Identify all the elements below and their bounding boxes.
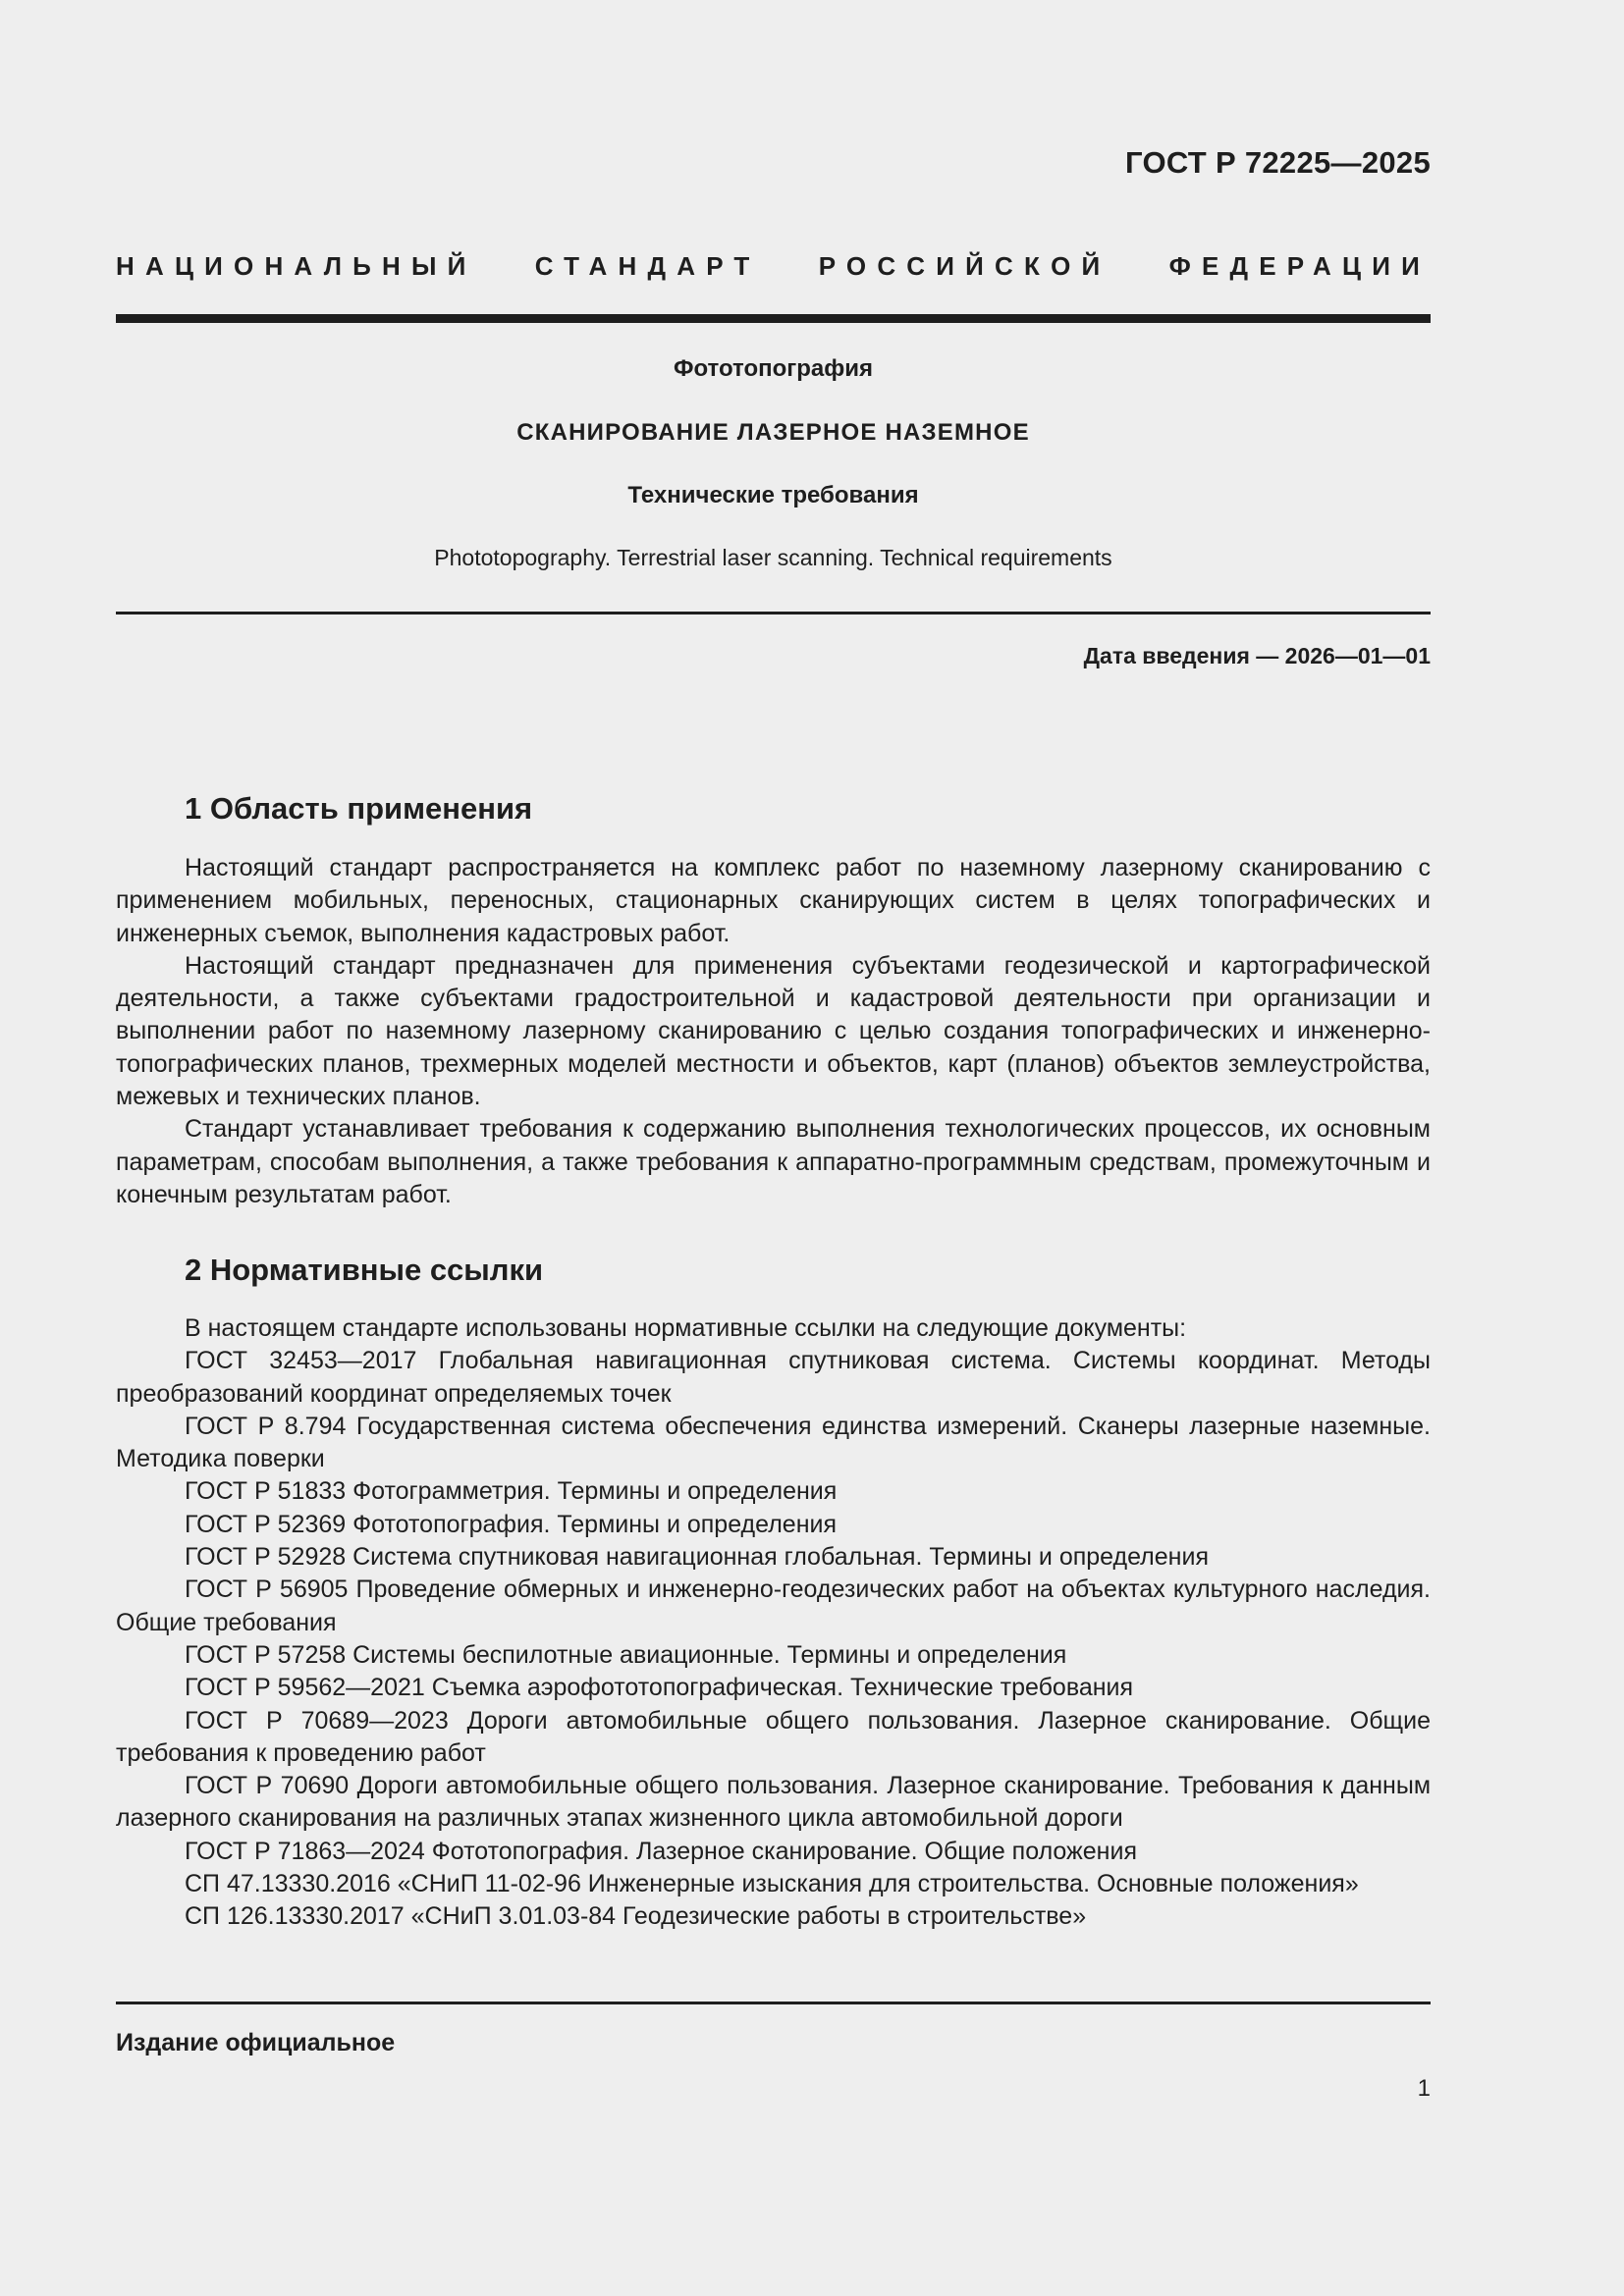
reference-item: ГОСТ Р 52369 Фототопография. Термины и определения [185, 1510, 838, 1538]
document-number: ГОСТ Р 72225—2025 [1125, 145, 1431, 180]
section-2-body [116, 1312, 1431, 1934]
main-title: СКАНИРОВАНИЕ ЛАЗЕРНОЕ НАЗЕМНОЕ [516, 419, 1030, 446]
title-subtitle: Технические требования [627, 482, 919, 508]
reference-item: ГОСТ 32453—2017 Глобальная навигационная спутниковая система. Системы координат. Методы преобразований координат определяемых точек [116, 1347, 1431, 1408]
section-1-title: 1 Область применения [185, 791, 533, 826]
reference-item: ГОСТ Р 71863—2024 Фототопография. Лазерное сканирование. Общие положения [185, 1837, 1137, 1865]
reference-item: СП 47.13330.2016 «СНиП 11-02-96 Инженерные изыскания для строительства. Основные положения» [185, 1870, 1359, 1898]
reference-item: ГОСТ Р 56905 Проведение обмерных и инженерно-геодезических работ на объектах культурного наследия. Общие требования [116, 1575, 1431, 1636]
footer-rule [116, 2002, 1431, 2004]
section-1-paragraph: Настоящий стандарт распространяется на комплекс работ по наземному лазерному сканированию с применением мобильных, переносных, стационарных сканирующих систем в целях топографических и инженерных съемок, выполнения кадастровых работ. [116, 854, 1431, 947]
section-2-intro: В настоящем стандарте использованы нормативные ссылки на следующие документы: [185, 1314, 1187, 1342]
title-subject: Фототопография [673, 355, 874, 382]
reference-item: ГОСТ Р 51833 Фотограмметрия. Термины и определения [185, 1477, 838, 1506]
reference-item: ГОСТ Р 8.794 Государственная система обеспечения единства измерений. Сканеры лазерные наземные. Методика поверки [116, 1412, 1431, 1473]
page-number: 1 [1417, 2075, 1431, 2102]
reference-item: СП 126.13330.2017 «СНиП 3.01.03-84 Геодезические работы в строительстве» [185, 1902, 1087, 1931]
official-edition-label: Издание официальное [116, 2029, 396, 2056]
reference-item: ГОСТ Р 70690 Дороги автомобильные общего пользования. Лазерное сканирование. Требования к данным лазерного сканирования на различных этапах жизненного цикла автомобильной дороги [116, 1772, 1431, 1833]
section-2-title: 2 Нормативные ссылки [185, 1253, 544, 1287]
reference-item: ГОСТ Р 57258 Системы беспилотные авиационные. Термины и определения [185, 1640, 1067, 1669]
title-bottom-rule [116, 612, 1431, 614]
section-1-body [116, 852, 1431, 1211]
standard-type-heading: НАЦИОНАЛЬНЫЙ СТАНДАРТ РОССИЙСКОЙ ФЕДЕРАЦИИ [116, 251, 1431, 281]
reference-item: ГОСТ Р 59562—2021 Съемка аэрофототопографическая. Технические требования [185, 1674, 1134, 1702]
introduction-date: Дата введения — 2026—01—01 [1083, 643, 1431, 668]
reference-item: ГОСТ Р 52928 Система спутниковая навигационная глобальная. Термины и определения [185, 1543, 1209, 1572]
reference-item: ГОСТ Р 70689—2023 Дороги автомобильные общего пользования. Лазерное сканирование. Общие требования к проведению работ [116, 1706, 1431, 1767]
header-thick-rule [116, 314, 1431, 323]
section-1-paragraph: Настоящий стандарт предназначен для применения субъектами геодезической и картографической деятельности, а также субъектами градостроительной и кадастровой деятельности при организации и выполнении работ по наземному лазерному сканированию с целью создания топографических и инженерно-топографических планов, трехмерных моделей местности и объектов, карт (планов) объектов землеустройства, межевых и технических планов. [116, 951, 1431, 1111]
section-1-paragraph: Стандарт устанавливает требования к содержанию выполнения технологических процессов, их основным параметрам, способам выполнения, а также требования к аппаратно-программным средствам, промежуточным и конечным результатам работ. [116, 1115, 1431, 1208]
english-title: Phototopography. Terrestrial laser scanning. Technical requirements [434, 545, 1112, 570]
